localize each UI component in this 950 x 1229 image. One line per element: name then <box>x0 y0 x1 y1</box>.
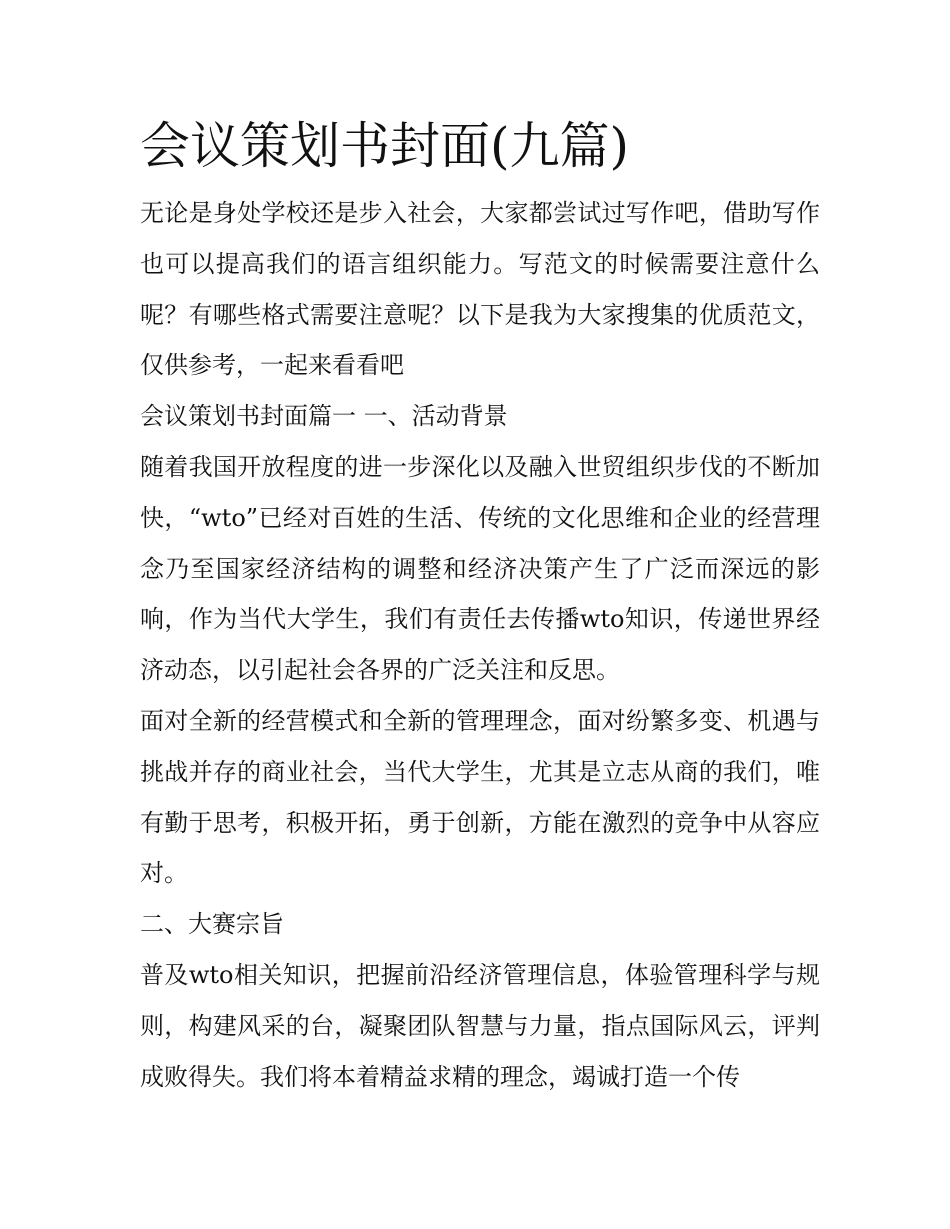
section-heading-purpose: 二、大赛宗旨 <box>140 910 284 939</box>
purpose-paragraph: 普及wto相关知识，把握前沿经济管理信息，体验管理科学与规则，构建风采的台，凝聚团队智慧与力量，指点国际风云，评判成败得失。我们将本着精益求精的理念，竭诚打造一个传 <box>140 960 820 1091</box>
document-page <box>140 110 820 1102</box>
section-heading-background: 会议策划书封面篇一 一、活动背景 <box>140 402 508 431</box>
background-paragraph: 随着我国开放程度的进一步深化以及融入世贸组织步伐的不断加快，“wto”已经对百姓的生活、传统的文化思维和企业的经营理念乃至国家经济结构的调整和经济决策产生了广泛而深远的影响，作为当代大学生，我们有责任去传播wto知识，传递世界经济动态，以引起社会各界的广泛关注和反思。 <box>140 452 820 685</box>
document-title: 会议策划书封面(九篇) <box>140 117 630 175</box>
intro-paragraph: 无论是身处学校还是步入社会，大家都尝试过写作吧，借助写作也可以提高我们的语言组织能力。写范文的时候需要注意什么呢？有哪些格式需要注意呢？以下是我为大家搜集的优质范文，仅供参考，一起来看看吧 <box>140 199 820 380</box>
challenge-paragraph: 面对全新的经营模式和全新的管理理念，面对纷繁多变、机遇与挑战并存的商业社会，当代大学生，尤其是立志从商的我们，唯有勤于思考，积极开拓，勇于创新，方能在激烈的竞争中从容应对。 <box>140 706 820 888</box>
